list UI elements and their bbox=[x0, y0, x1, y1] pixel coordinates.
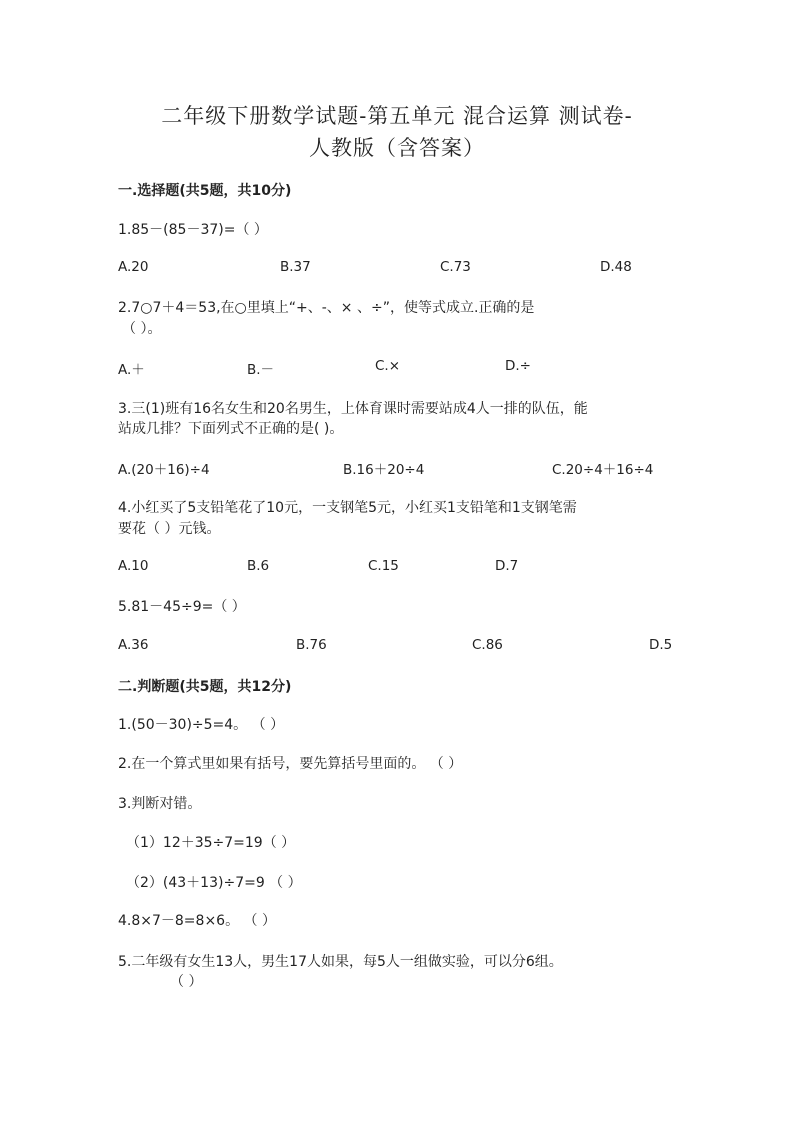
section-heading-choice: 一.选择题(共5题，共10分) bbox=[118, 183, 292, 199]
question-2-option-b: B.－ bbox=[247, 362, 275, 378]
question-3-option-c: C.20÷4＋16÷4 bbox=[552, 462, 654, 478]
question-5-option-c: C.86 bbox=[472, 637, 503, 653]
question-5-stem: 5.81－45÷9=（ ） bbox=[118, 599, 246, 615]
question-2-stem-line-1: 2.7○7＋4＝53,在○里填上“+、-、× 、÷”，使等式成立.正确的是 bbox=[118, 300, 535, 316]
question-3-stem-line-2: 站成几排？下面列式不正确的是( )。 bbox=[118, 421, 344, 437]
question-5-option-b: B.76 bbox=[296, 637, 327, 653]
question-4-stem-line-1: 4.小红买了5支铅笔花了10元，一支钢笔5元，小红买1支铅笔和1支钢笔需 bbox=[118, 500, 577, 516]
title-line-2: 人教版（含答案） bbox=[309, 136, 485, 160]
question-4-option-c: C.15 bbox=[368, 558, 399, 574]
question-4-option-b: B.6 bbox=[247, 558, 270, 574]
question-4-option-a: A.10 bbox=[118, 558, 149, 574]
question-2-option-a: A.＋ bbox=[118, 362, 145, 378]
question-1-option-b: B.37 bbox=[280, 259, 311, 275]
judge-item-3: 3.判断对错。 bbox=[118, 796, 202, 812]
question-3-stem-line-1: 3.三(1)班有16名女生和20名男生，上体育课时需要站成4人一排的队伍，能 bbox=[118, 401, 588, 417]
judge-item-3-sub-1: （1）12＋35÷7=19（ ） bbox=[126, 835, 296, 851]
question-2-option-c: C.× bbox=[375, 358, 401, 374]
question-5-option-d: D.5 bbox=[649, 637, 673, 653]
judge-item-5: 5.二年级有女生13人，男生17人如果，每5人一组做实验，可以分6组。 bbox=[118, 954, 563, 970]
section-heading-judge: 二.判断题(共5题，共12分) bbox=[118, 679, 292, 695]
question-2-option-d: D.÷ bbox=[505, 358, 531, 374]
question-1-option-c: C.73 bbox=[440, 259, 471, 275]
question-4-stem-line-2: 要花（ ）元钱。 bbox=[118, 521, 221, 537]
question-1-stem: 1.85－(85－37)=（ ） bbox=[118, 222, 268, 238]
judge-item-2: 2.在一个算式里如果有括号，要先算括号里面的。 （ ） bbox=[118, 756, 463, 772]
question-1-option-d: D.48 bbox=[600, 259, 632, 275]
question-3-option-b: B.16＋20÷4 bbox=[343, 462, 425, 478]
judge-item-5-bracket: （ ） bbox=[170, 974, 203, 990]
question-4-option-d: D.7 bbox=[495, 558, 519, 574]
title-line-1: 二年级下册数学试题-第五单元 混合运算 测试卷- bbox=[161, 104, 633, 128]
question-3-option-a: A.(20＋16)÷4 bbox=[118, 462, 210, 478]
question-1-option-a: A.20 bbox=[118, 259, 149, 275]
question-2-stem-line-2: （ ）。 bbox=[122, 321, 162, 337]
judge-item-4: 4.8×7－8=8×6。 （ ） bbox=[118, 913, 276, 929]
judge-item-3-sub-2: （2）(43＋13)÷7=9 （ ） bbox=[126, 875, 302, 891]
judge-item-1: 1.(50－30)÷5=4。 （ ） bbox=[118, 717, 285, 733]
question-5-option-a: A.36 bbox=[118, 637, 149, 653]
